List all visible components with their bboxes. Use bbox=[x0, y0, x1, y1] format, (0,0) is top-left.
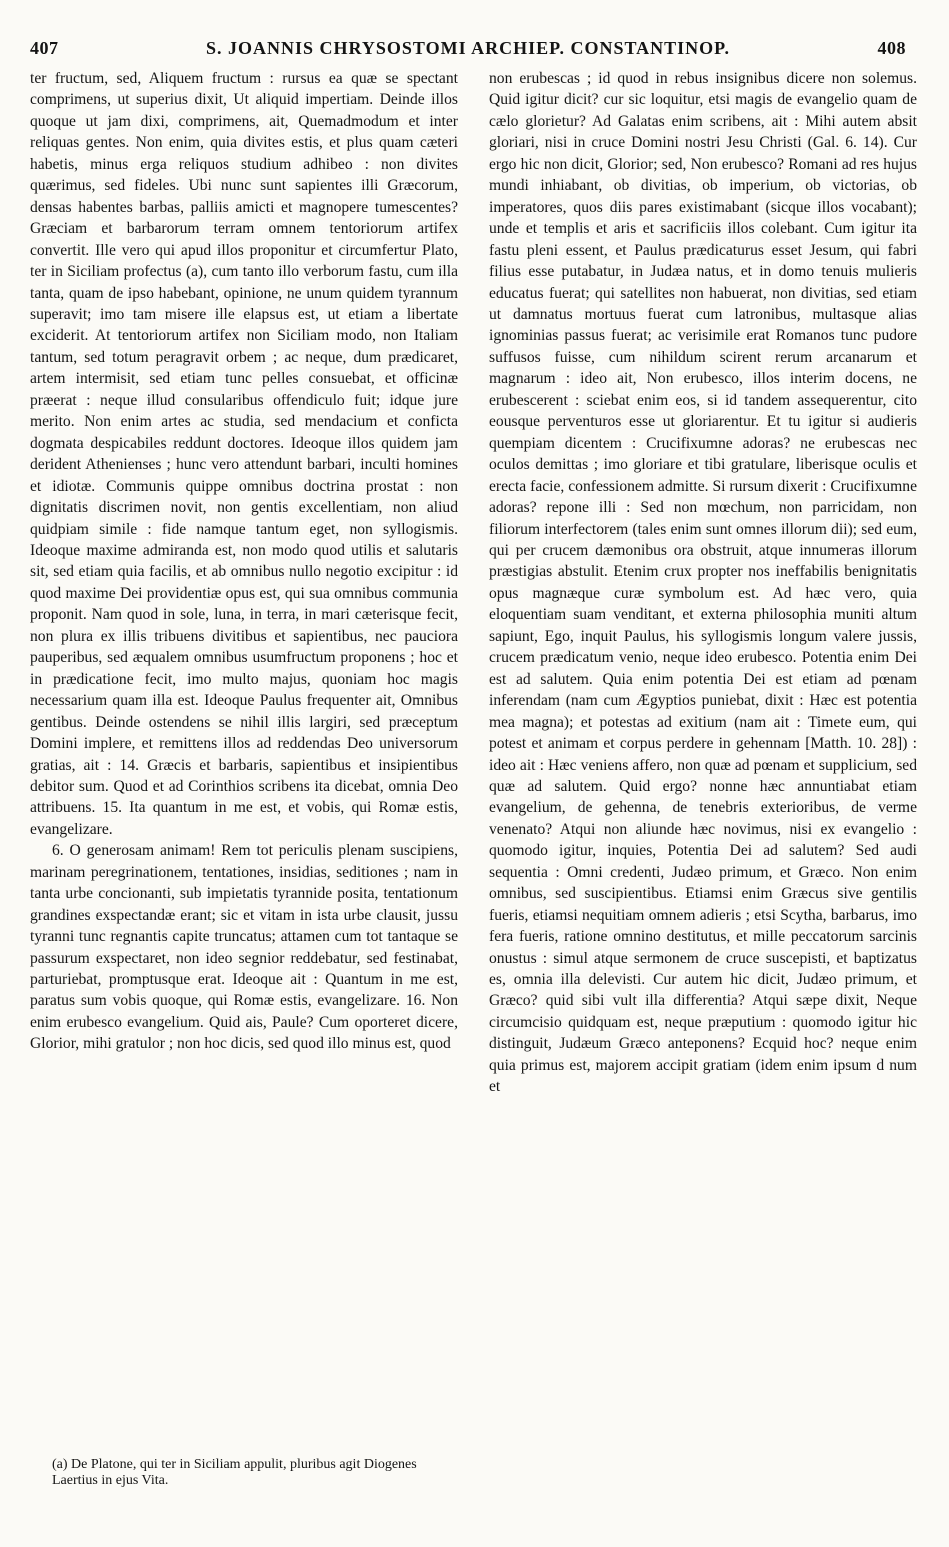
footnote: (a) De Platone, qui ter in Siciliam appulit, pluribus agit Diogenes Laertius in ejus Vita. bbox=[52, 1457, 417, 1488]
right-paragraph-1: non erubescas ; id quod in rebus insignibus dicere non solemus. Quid igitur dicit? cur sic loquitur, etsi magis de evangelio quam de cælo glorietur? Ad Galatas enim scribens, ait : Mihi autem absit gloriari, nisi in cruce Domini nostri Jesu Christi (Gal. 6. 14). Cur ergo hic non dicit, Glorior; sed, Non erubesco? Romani ad res hujus mundi inhiabant, ob divitias, ob imperium, ob victorias, ob imperatores, quos diis pares existimabant (sicque illos vocabant); unde et templis et aris et sacrificiis illos colebant. Cum igitur ita fastu pleni essent, et Paulus prædicaturus esset Jesum, qui fabri filius esse putabatur, in Judæa natus, et in domo tenuis mulieris educatus fuerat; qui satellites non habuerat, non divitias, sed etiam ut damnatus mortuus fuerat cum latronibus, multasque alias ignominias passus fuerat; ac verisimile erat Romanos tunc pudore suffusos fuisse, cum nihildum scirent rerum arcanarum et magnarum : ideo ait, Non erubesco, illos interim docens, ne erubescerent : sciebat enim eos, si id tandem assequerentur, cito eousque perventuros esse ut gloriarentur. Et tu igitur si audieris quempiam dicentem : Crucifixumne adoras? ne erubescas nec oculos demittas ; imo gloriare et tibi gratulare, liberisque oculis et erecta facie, confessionem admitte. Si rursum dixerit : Crucifixumne adoras? repone illi : Sed non mœchum, non parricidam, non filiorum interfectorem (tales enim sunt omnes illorum dii); sed eum, qui per crucem dæmonibus ora obstruit, atque innumeras illorum præstigias abstulit. Etenim crux propter nos ineffabilis benignitatis opus magnæque curæ symbolum est. Ad hæc vero, quia eloquentiam suam venditant, et externa philosophia muniti altum sapiunt, Ego, inquit Paulus, his syllogismis longum valere jussis, crucem prædicatum venio, neque ideo erubesco. Potentia enim Dei est ad salutem. Quia enim potentia Dei est etiam ad pœnam inferendam (nam cum Ægyptios puniebat, dixit : Hæc est potentia mea magna); et potestas ad exitium (nam ait : Timete eum, qui potest et animam et corpus perdere in gehennam [Matth. 10. 28]) : ideo ait : Hæc veniens affero, non quæ ad pœnam et supplicium, sed quæ ad salutem. Quid ergo? nonne hæc annuntiabat etiam evangelium, de gehenna, de tenebris exterioribus, de verme venenato? Atqui non aliunde hæc novimus, nisi ex evangelio : quomodo igitur, inquies, Potentia Dei ad salutem? Sed audi sequentia : Omni credenti, Judæo primum, et Græco. Non enim omnibus, sed suscipientibus. Etiamsi enim Græcus sive gentilis fueris, etiamsi nequitiam omnem adieris ; etsi Scytha, barbarus, imo fera fueris, ratione omnino destitutus, et mille peccatorum sarcinis onustus : simul atque sermonem de cruce suscepisti, et baptizatus es, omnia illa delevisti. Cur autem hic dicit, Judæo primum, et Græco? quid sibi vult illa differentia? Atqui sæpe dixit, Neque circumcisio quidquam est, neque præputium : quomodo igitur hic distinguit, Judæum Græco anteponens? Ecquid hoc? neque enim quia primus est, majorem accipit gratiam (idem enim ipsum d num et bbox=[489, 70, 917, 1096]
left-paragraph-2: 6. O generosam animam! Rem tot periculis plenam suscipiens, marinam peregrinationem, tentationes, insidias, seditiones ; nam in tanta urbe concionanti, sub impietatis tyrannide posita, tentationum grandines exspectandæ erant; sic et vitam in ista urbe clausit, jussu tyranni tunc regnantis capite truncatus; attamen cum tot tantaque se passurum exspectaret, non ideo segnior reddebatur, sed festinabat, parturiebat, promptusque erat. Ideoque ait : Quantum in me est, paratus sum vobis quoque, qui Romæ estis, evangelizare. 16. Non enim erubesco evangelium. Quid ais, Paule? Cum oporteret dicere, Glorior, mihi gratulor ; non hoc dicis, sed quod illo minus est, quod bbox=[30, 842, 458, 1053]
page-header bbox=[28, 34, 908, 62]
right-page-number: 408 bbox=[877, 38, 906, 58]
left-paragraph-1: ter fructum, sed, Aliquem fructum : rursus ea quæ se spectant comprimens, ut superius dixit, Ut aliquid impertiam. Deinde illos quoque ut jam dixi, comprimens, ait, Quemadmodum et inter reliquas gentes. Non enim, quia divites estis, et plus quam cæteri habetis, minus erga reliquos studium adhibeo : non divites quærimus, sed fideles. Ubi nunc sunt sapientes illi Græcorum, densas habentes barbas, palliis amicti et magnopere tumescentes? Græciam et barbarorum terram omnem tentoriorum artifex convertit. Ille vero qui apud illos proponitur et circumfertur Plato, ter in Siciliam profectus (a), cum tanto illo verborum fastu, cum illa tanta, quam de ipso habebant, opinione, ne unum quidem tyrannum superavit; imo tam misere ille elapsus est, ut etiam a libertate exciderit. At tentoriorum artifex non Siciliam modo, non Italiam tantum, sed totum peragravit orbem ; ac neque, dum prædicaret, artem intermisit, sed etiam tunc pelles consuebat, et officinæ præerat : neque illud consularibus offendiculo fuit; idque jure merito. Non enim artes ac studia, sed mendacium et conficta dogmata despicabiles reddunt doctores. Ideoque illos quidem jam derident Athenienses ; hunc vero attendunt barbari, inculti homines et idiotæ. Communis quippe omnibus doctrina prostat : non dignitatis discrimen novit, non gentis excellentiam, non aliud quidpiam simile : fide namque tantum eget, non syllogismis. Ideoque maxime admiranda est, non modo quod utilis et salutaris sit, sed etiam quia facilis, et ab omnibus nullo negotio excipitur : id quod maxime Dei providentiæ opus est, qui sua omnibus communia proponit. Nam quod in sole, luna, in terra, in mari cæterisque fecit, non plura ex illis tribuens divitibus et sapientibus, nec pauciora pauperibus, sed æqualem omnibus usumfructum proponens ; hoc et in prædicatione fecit, imo multo majus, quoniam hoc magis necessarium quam illa est. Ideoque Paulus frequenter ait, Omnibus gentibus. Deinde ostendens se nihil illis largiri, sed præceptum Domini implere, et remittens illos ad reddendas Deo universorum gratias, ait : 14. Græcis et barbaris, sapientibus et insipientibus debitor sum. Quod et ad Corinthios scribens ita dicebat, omnia Deo attribuens. 15. Ita quantum in me est, et vobis, qui Romæ estis, evangelizare. bbox=[30, 70, 458, 838]
left-page-number: 407 bbox=[30, 38, 59, 58]
running-title: S. JOANNIS CHRYSOSTOMI ARCHIEP. CONSTANTINOP. bbox=[206, 38, 730, 58]
left-column bbox=[30, 68, 458, 1055]
right-column bbox=[489, 68, 917, 1098]
